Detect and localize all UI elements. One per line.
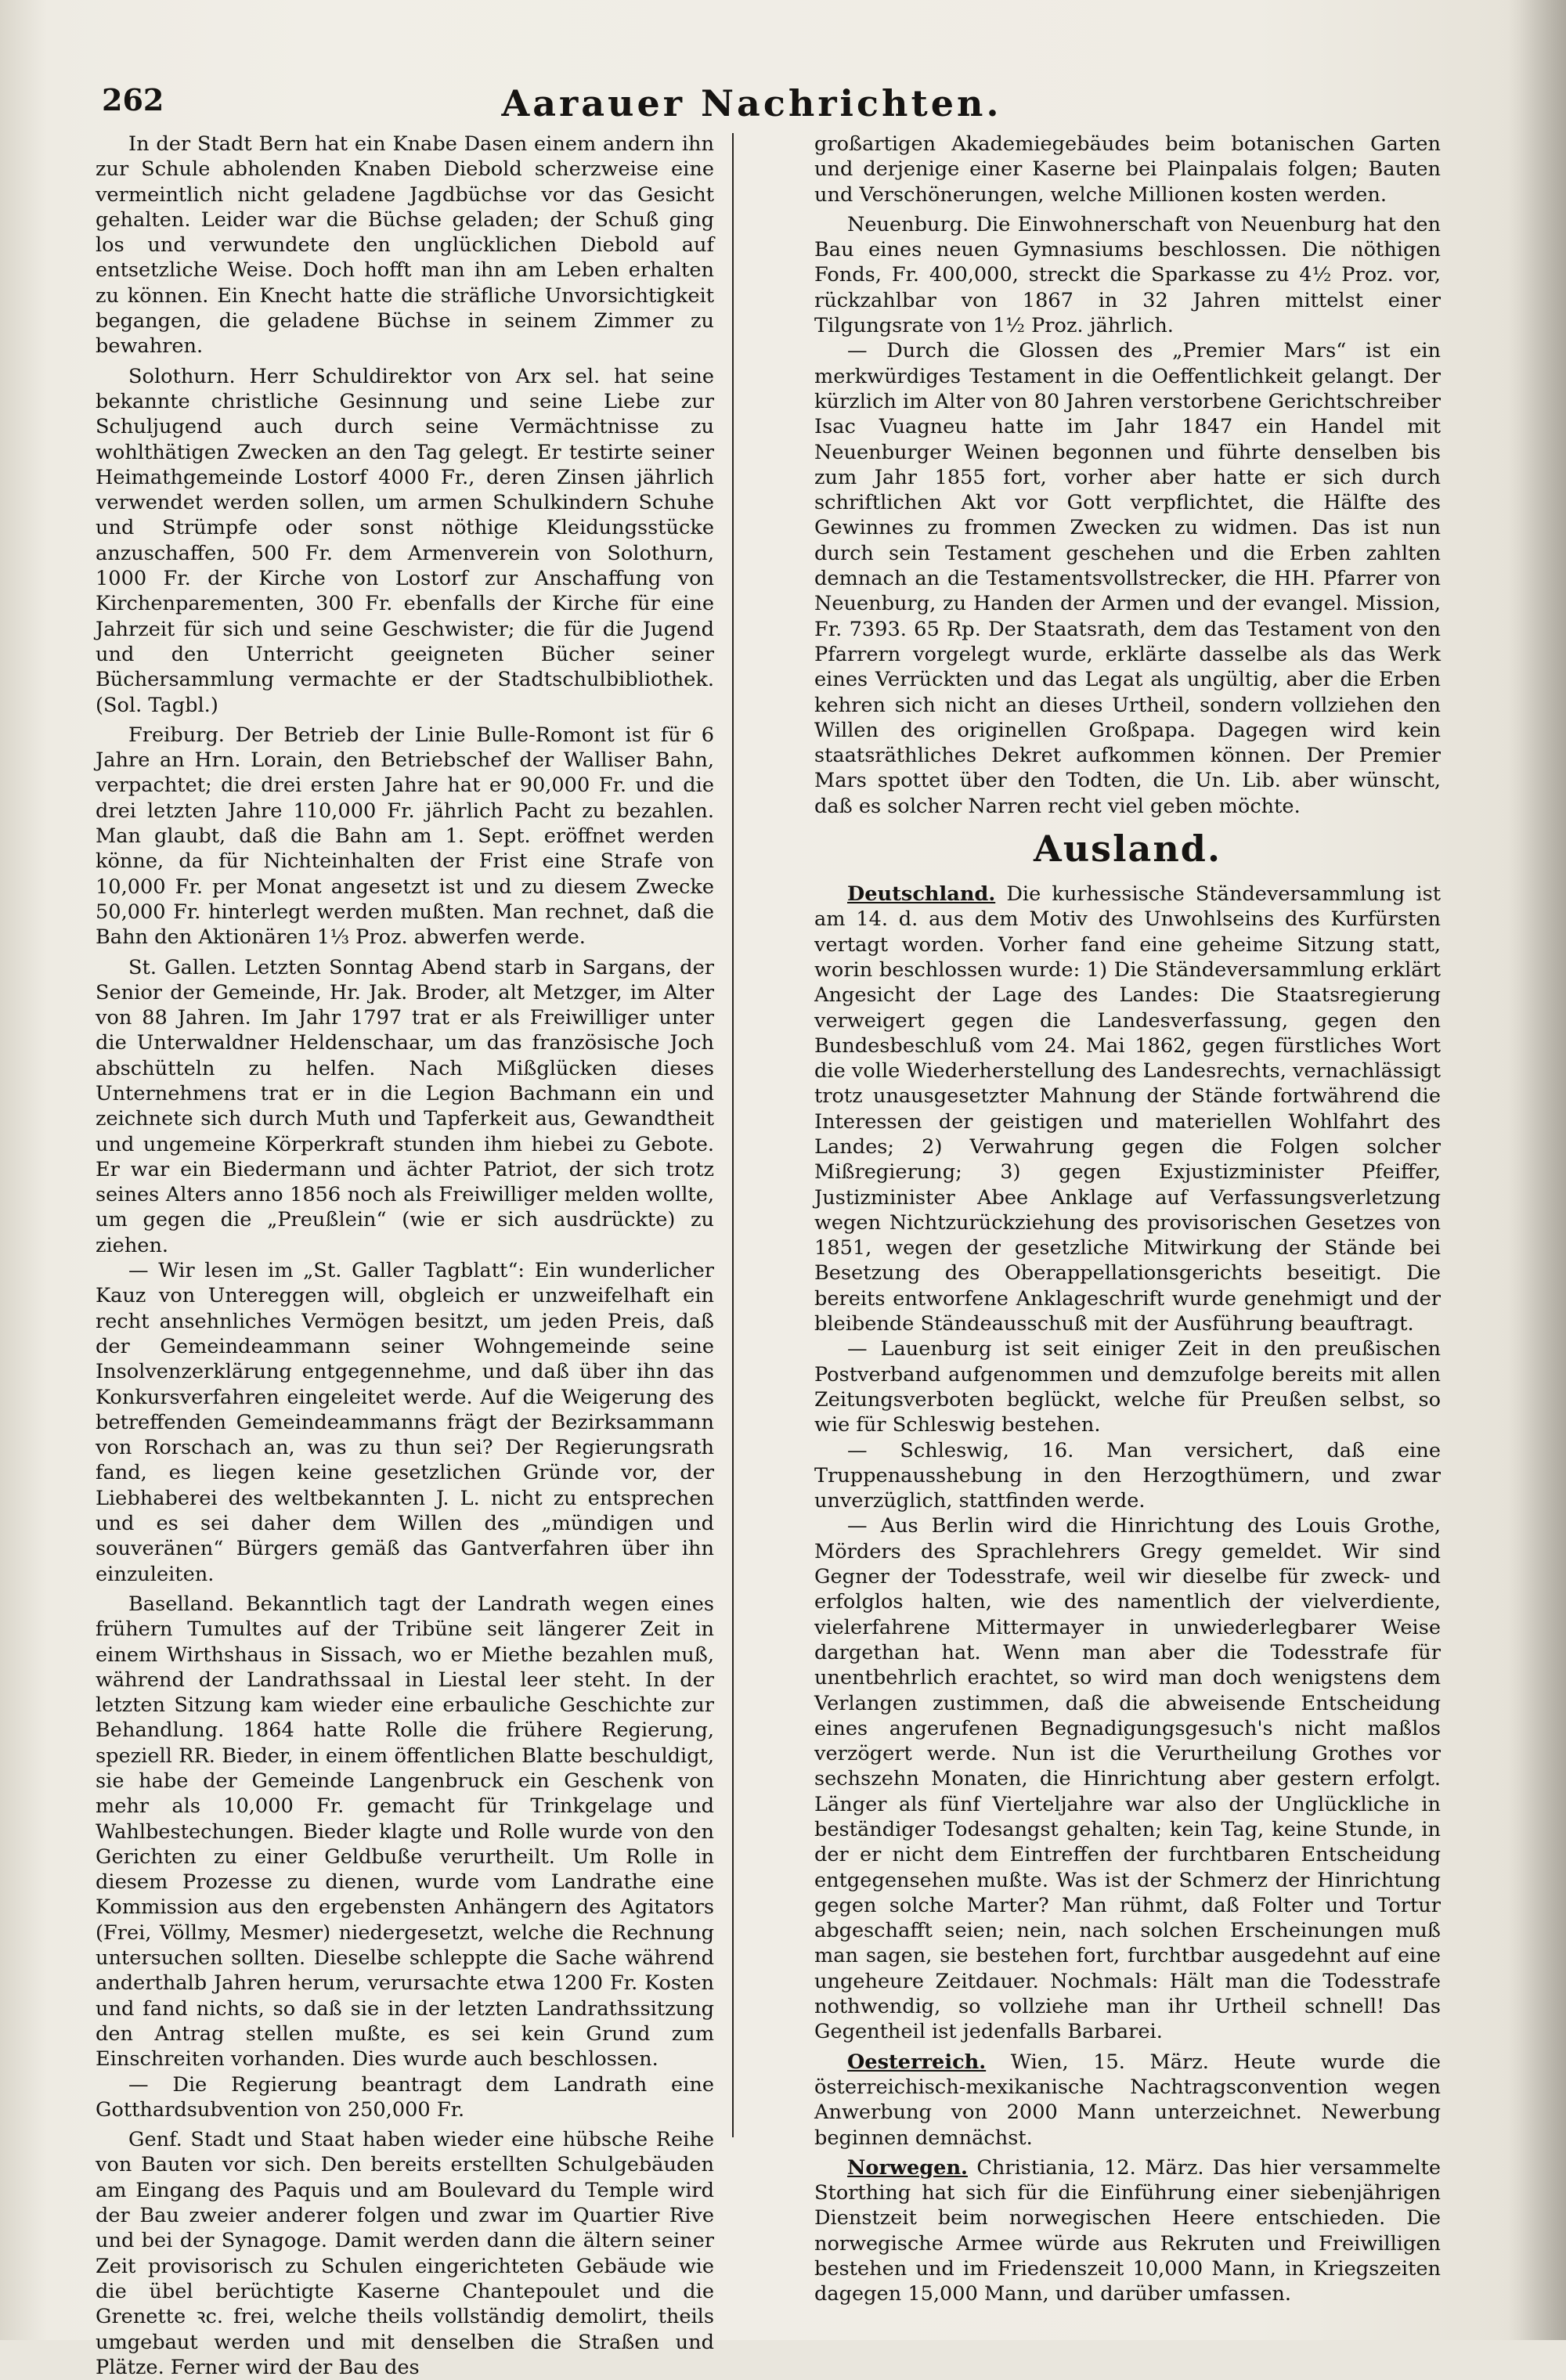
- article-solothurn: Solothurn. Herr Schuldirektor von Arx sel. hat seine bekannte christliche Gesinnung und seine Liebe zur Schuljugend auch durch seine Vermächtnisse zu wohlthätigen Zwecken an den Tag gelegt. Er testirte seiner Heimathgemeinde Lostorf 4000 Fr., deren Zinsen jährlich verwendet werden sollen, um armen Schulkindern Schuhe und Strümpfe oder sonst nöthige Kleidungsstücke anzuschaffen, 500 Fr. dem Armenverein von Solothurn, 1000 Fr. der Kirche von Lostorf zur Anschaffung von Kirchenparementen, 300 Fr. ebenfalls der Kirche für eine Jahrzeit für sich und seine Geschwister; die für die Jugend und den Unterricht geeigneten Bücher seiner Büchersammlung vermachte er der Stadtschulbibliothek. (Sol. Tagbl.): [96, 364, 714, 717]
- article-body: Die kurhessische Ständeversammlung ist am 14. d. aus dem Motiv des Unwohlseins des Kurfürsten vertagt worden. Vorher fand eine geheime Sitzung statt, worin beschlossen wurde: 1) Die Ständeversammlung erklärt Angesicht der Lage des Landes: Die Staatsregierung verweigert gegen die Landesverfassung, gegen den Bundesbeschluß vom 24. Mai 1862, gegen fürstliches Wort die volle Wiederherstellung des Landesrechts, vernachlässigt trotz unausgesetzter Mahnung der Stände fortwährend die Interessen der geistigen und materiellen Wohlfahrt des Landes; 2) Verwahrung gegen die Folgen solcher Mißregierung; 3) gegen Exjustizminister Pfeiffer, Justizminister Abee Anklage auf Verfassungsverletzung wegen Nichtzurückziehung des provisorischen Gesetzes von 1851, wegen der gesetzliche Mitwirkung der Stände bei Besetzung des Oberappellationsgerichts beseitigt. Die bereits entworfene Anklageschrift wurde genehmigt und der bleibende Ständeausschuß mit der Ausführung beauftragt.: [814, 882, 1441, 1336]
- article-baselland-gotthard: — Die Regierung beantragt dem Landrath eine Gotthardsubvention von 250,000 Fr.: [96, 2072, 714, 2122]
- article-body: Christiania, 12. März. Das hier versammelte Storthing hat sich für die Einführung einer siebenjährigen Dienstzeit beim norwegischen Heere entschieden. Die norwegische Armee würde aus Rekruten und Freiwilligen bestehen und im Friedenszeit 10,000 Mann, in Kriegszeiten dagegen 15,000 Mann, und darüber umfassen.: [814, 2155, 1441, 2306]
- article-genf: Genf. Stadt und Staat haben wieder eine hübsche Reihe von Bauten vor sich. Den bereits erstellten Schulgebäuden am Eingang des Paquis und am Boulevard du Temple wird der Bau zweier anderer folgen und zwar im Quartier Rive und bei der Synagoge. Damit werden dann die ältern seiner Zeit provisorisch zu Schulen eingerichteten Gebäude wie die übel berüchtigte Kaserne Chantepoulet und die Grenette ꝛc. frei, welche theils vollständig demolirt, theils umgebaut werden und mit denselben die Straßen und Plätze. Ferner wird der Bau des: [96, 2128, 714, 2379]
- article-freiburg: Freiburg. Der Betrieb der Linie Bulle-Romont ist für 6 Jahre an Hrn. Lorain, den Betriebschef der Walliser Bahn, verpachtet; die drei ersten Jahre hat er 90,000 Fr. und die drei letzten Jahre 110,000 Fr. jährlich Pacht zu bezahlen. Man glaubt, daß die Bahn am 1. Sept. eröffnet werden könne, da für Nichteinhalten der Frist eine Strafe von 10,000 Fr. per Monat angesetzt ist und zu diesem Zwecke 50,000 Fr. hinterlegt werden mußten. Man rechnet, daß die Bahn den Aktionären 1⅓ Proz. abwerfen werde.: [96, 723, 714, 950]
- article-oesterreich: [814, 2050, 1441, 2151]
- article-body: — Schleswig, 16. Man versichert, daß eine Truppenausshebung in den Herzogthümern, und zwar unverzüglich, stattfinden werde.: [814, 1438, 1441, 1513]
- page-edge-shadow: [1507, 0, 1566, 2340]
- article-norwegen: [814, 2155, 1441, 2307]
- page-number: 262: [102, 82, 164, 117]
- article-neuenburg: Neuenburg. Die Einwohnerschaft von Neuenburg hat den Bau eines neuen Gymnasiums beschlossen. Die nöthigen Fonds, Fr. 400,000, streckt die Sparkasse zu 4½ Proz. vor, rückzahlbar von 1867 in 32 Jahren mittelst einer Tilgungsrate von 1½ Proz. jährlich.: [814, 212, 1441, 338]
- article-berlin: [814, 1513, 1441, 2044]
- article-st-gallen: St. Gallen. Letzten Sonntag Abend starb in Sargans, der Senior der Gemeinde, Hr. Jak. Broder, alt Metzger, im Alter von 88 Jahren. Im Jahr 1797 trat er als Freiwilliger unter die Unterwaldner Heldenschaar, um das französische Joch abschütteln zu helfen. Nach Mißglücken dieses Unternehmens trat er in die Legion Bachmann ein und zeichnete sich durch Muth und Tapferkeit aus, Gewandtheit und ungemeine Körperkraft stunden ihm hiebei zu Gebote. Er war ein Biedermann und ächter Patriot, der sich trotz seines Alters anno 1856 noch als Freiwilliger melden wollte, um gegen die „Preußlein“ (wie er sich ausdrückte) zu ziehen.: [96, 955, 714, 1257]
- article-genf-continued: großartigen Akademiegebäudes beim botanischen Garten und derjenige einer Kaserne bei Plainpalais folgen; Bauten und Verschönerungen, welche Millionen kosten werden.: [814, 132, 1441, 207]
- article-body: — Aus Berlin wird die Hinrichtung des Louis Grothe, Mörders des Sprachlehrers Gregy gemeldet. Wir sind Gegner der Todesstrafe, weil wir dieselbe für zweck- und erfolglos halten, wie des namentlich der vielverdiente, vielerfahrene Mittermayer in unwiederlegbarer Weise dargethan hat. Wenn man aber die Todesstrafe für unentbehrlich erachtet, so wird man doch wenigstens dem Verlangen zustimmen, daß die abweisende Entscheidung eines angerufenen Begnadigungsgesuch's nicht maßlos verzögert werde. Nun ist die Verurtheilung Grothes vor sechszehn Monaten, die Hinrichtung aber gestern erfolgt. Länger als fünf Vierteljahre war also der Unglückliche in beständiger Todesangst gehalten; kein Tag, keine Stunde, in der er nicht dem Eintreffen der furchtbaren Entscheidung entgegensehen mußte. Was ist der Schmerz der Hinrichtung gegen solche Marter? Man rühmt, daß Folter und Tortur abgeschafft seien; nein, nach solchen Erscheinungen muß man sagen, sie bestehen fort, furchtbar ausgedehnt auf eine ungeheure Zeitdauer. Nochmals: Hält man die Todesstrafe nothwendig, so vollziehe man ihr Urtheil schnell! Das Gegentheil ist jedenfalls Barbarei.: [814, 1514, 1441, 2044]
- country-label: Oesterreich.: [847, 2050, 987, 2074]
- article-lauenburg: [814, 1336, 1441, 1437]
- left-column: [96, 132, 714, 2379]
- article-bern: In der Stadt Bern hat ein Knabe Dasen einem andern ihn zur Schule abholenden Knaben Diebold scherzweise eine vermeintlich nicht geladene Jagdbüchse vor das Gesicht gehalten. Leider war die Büchse geladen; der Schuß ging los und verwundete den unglücklichen Diebold auf entsetzliche Weise. Doch hofft man ihn am Leben erhalten zu können. Ein Knecht hatte die sträfliche Unvorsichtigkeit begangen, die geladene Büchse in seinem Zimmer zu bewahren.: [96, 132, 714, 359]
- country-label: Deutschland.: [847, 882, 996, 907]
- masthead-title: Aarauer Nachrichten.: [501, 82, 1002, 124]
- article-schleswig: [814, 1438, 1441, 1514]
- article-body: Wien, 15. März. Heute wurde die österreichisch-mexikanische Nachtragsconvention wegen Anwerbung von 2000 Mann unterzeichnet. Newerbung beginnen demnächst.: [814, 2050, 1441, 2150]
- article-body: — Lauenburg ist seit einiger Zeit in den preußischen Postverband aufgenommen und demzufolge bereits mit allen Zeitungsverboten beglückt, welche für Preußen selbst, so wie für Schleswig bestehen.: [814, 1337, 1441, 1437]
- article-st-gallen-tagblatt: — Wir lesen im „St. Galler Tagblatt“: Ein wunderlicher Kauz von Untereggen will, obgleich er unzweifelhaft ein recht ansehnliches Vermögen besitzt, um jeden Preis, daß der Gemeindeammann seiner Wohngemeinde seine Insolvenzerklärung entgegennehme, und daß über ihn das Konkursverfahren eingeleitet werde. Auf die Weigerung des betreffenden Gemeindeammanns frägt der Bezirksammann von Rorschach an, was zu thun sei? Der Regierungsrath fand, es liegen keine gesetzlichen Gründe vor, der Liebhaberei des weltbekannten J. L. nicht zu entsprechen und es sei daher dem Willen des „mündigen und souveränen“ Bürgers gemäß das Gantverfahren über ihn einzuleiten.: [96, 1259, 714, 1586]
- country-label: Norwegen.: [847, 2155, 968, 2180]
- article-deutschland: [814, 882, 1441, 1336]
- column-divider: [732, 133, 734, 2137]
- article-neuenburg-testament: — Durch die Glossen des „Premier Mars“ ist ein merkwürdiges Testament in die Oeffentlichkeit gelangt. Der kürzlich im Alter von 80 Jahren verstorbene Gerichtschreiber Isac Vuagneu hatte im Jahr 1847 ein Handel mit Neuenburger Weinen begonnen und führte denselben bis zum Jahr 1855 fort, vorher aber hatte er sich durch schriftlichen Akt vor Gott verpflichtet, die Hälfte des Gewinnes zu frommen Zwecken zu widmen. Das ist nun durch sein Testament geschehen und die Erben zahlten demnach an die Testamentsvollstrecker, die HH. Pfarrer von Neuenburg, zu Handen der Armen und der evangel. Mission, Fr. 7393. 65 Rp. Der Staatsrath, dem das Testament von den Pfarrern vorgelegt wurde, erklärte dasselbe als das Werk eines Verrückten und das Legat als ungültig, aber die Erben kehren sich nicht an dieses Urtheil, sondern vollziehen den Willen des originellen Großpapa. Dagegen wird kein staatsräthliches Dekret aufkommen können. Der Premier Mars spottet über den Todten, die Un. Lib. aber wünscht, daß es solcher Narren recht viel geben möchte.: [814, 339, 1441, 818]
- page-header: [102, 82, 1402, 129]
- section-heading-ausland: Ausland.: [1034, 828, 1221, 871]
- article-baselland: Baselland. Bekanntlich tagt der Landrath wegen eines frühern Tumultes auf der Tribüne seit längerer Zeit in einem Wirthshaus in Sissach, wo er Miethe bezahlen muß, während der Landrathssaal in Liestal leer steht. In der letzten Sitzung kam wieder eine erbauliche Geschichte zur Behandlung. 1864 hatte Rolle die frühere Regierung, speziell RR. Bieder, in einem öffentlichen Blatte beschuldigt, sie habe der Gemeinde Langenbruck ein Geschenk von mehr als 10,000 Fr. gemacht für Trinkgelage und Wahlbestechungen. Bieder klagte und Rolle wurde von den Gerichten zu einer Geldbuße verurtheilt. Um Rolle in diesem Prozesse zu dienen, wurde vom Landrathe eine Kommission aus den ergebensten Anhängern des Agitators (Frei, Völlmy, Mesmer) niedergesetzt, welche die Rechnung untersuchen sollten. Dieselbe schleppte die Sache während anderthalb Jahren herum, verursachte etwa 1200 Fr. Kosten und fand nichts, so daß sie in der letzten Landrathssitzung den Antrag stellen mußte, es sei kein Grund zum Einschreiten vorhanden. Dies wurde auch beschlossen.: [96, 1592, 714, 2072]
- right-column: [814, 132, 1441, 2324]
